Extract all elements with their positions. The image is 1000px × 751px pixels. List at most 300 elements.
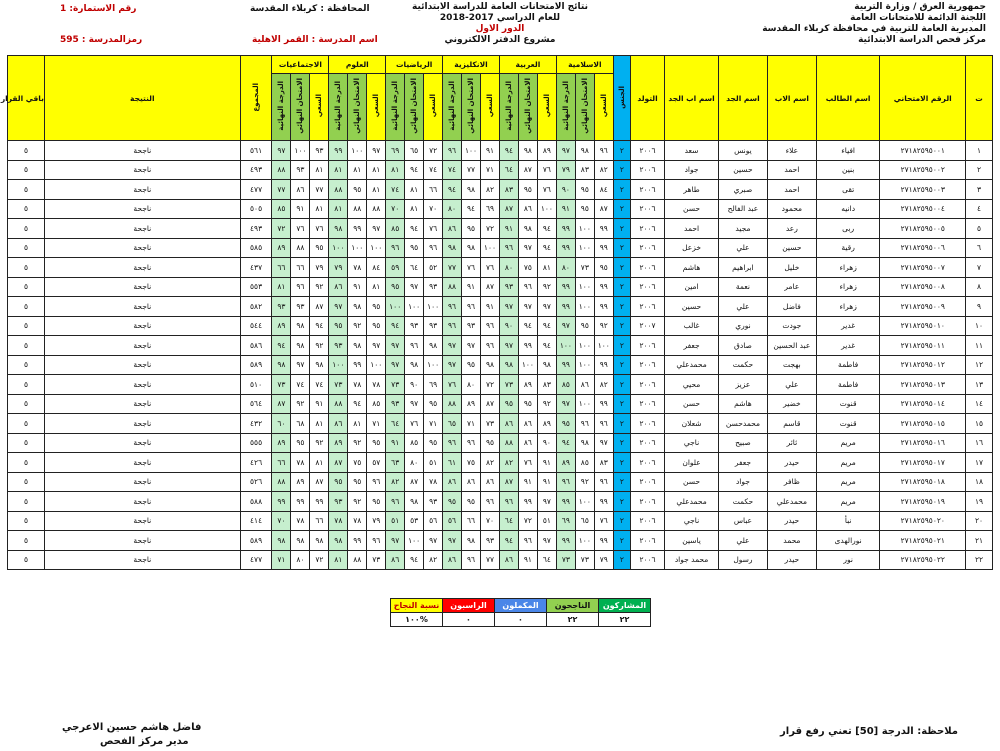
row-subject-mark: ٩٩ [348, 219, 367, 239]
row-subject-mark: ٩٧ [329, 297, 348, 317]
row-exam-number: ٢٧١٨٢٥٩٥٠١٧ [880, 453, 966, 473]
row-subject-mark: ٦٤ [499, 511, 518, 531]
row-subject-mark: ٩٦ [594, 141, 613, 161]
col-header-grandfather-name-label: اسم الجد [726, 93, 760, 103]
row-subject-mark: ٦٦ [462, 511, 481, 531]
row-subject-mark: ٨٥ [367, 394, 386, 414]
row-subject-mark: ٩٦ [462, 297, 481, 317]
row-subject-mark: ٩٠ [556, 180, 575, 200]
subject-subheader [367, 74, 386, 141]
row-father-name: عامر [767, 277, 816, 297]
row-subject-mark: ٧٢ [424, 141, 443, 161]
row-subject-mark: ٨٦ [443, 550, 462, 570]
row-total: ٥٦١ [240, 141, 272, 161]
row-subject-mark: ٨١ [329, 160, 348, 180]
row-subject-mark: ٧١ [424, 414, 443, 434]
row-subject-mark: ٥٣ [405, 511, 424, 531]
row-subject-mark: ٧٠ [424, 199, 443, 219]
row-grandfather-name: عزيز [718, 375, 767, 395]
row-subject-mark: ٦٤ [499, 160, 518, 180]
row-subject-mark: ٩٧ [556, 316, 575, 336]
row-seq: ٧ [966, 258, 993, 278]
row-subject-mark: ٧٦ [481, 258, 500, 278]
row-total: ٥٨٨ [240, 492, 272, 512]
row-subject-mark: ٨٢ [594, 375, 613, 395]
row-subject-mark: ٧٢ [481, 375, 500, 395]
ministry-header [762, 2, 986, 46]
table-row [8, 375, 993, 395]
row-subject-mark: ٩٨ [462, 531, 481, 551]
row-subject-mark: ٧٨ [348, 511, 367, 531]
row-total: ٥٢٦ [240, 472, 272, 492]
row-subject-mark: ٩٧ [424, 531, 443, 551]
row-remaining: ٥ [8, 433, 45, 453]
row-subject-mark: ٩٧ [537, 297, 556, 317]
row-subject-mark: ٩٧ [386, 336, 405, 356]
row-subject-mark: ٩٦ [518, 277, 537, 297]
row-subject-mark: ٩٧ [462, 336, 481, 356]
row-subject-mark: ٩٤ [537, 238, 556, 258]
row-subject-mark: ٩٤ [405, 219, 424, 239]
row-subject-mark: ٧٦ [424, 219, 443, 239]
row-subject-mark: ٨٧ [499, 199, 518, 219]
row-subject-mark: ٩٥ [518, 394, 537, 414]
col-header-total [240, 56, 272, 141]
row-subject-mark: ٩٩ [556, 219, 575, 239]
row-subject-mark: ٩٢ [537, 394, 556, 414]
header-line-3: المديرية العامة للتربية في محافظة كربلاء المقدسة [762, 24, 986, 34]
row-great-grandfather-name: جواد [665, 160, 719, 180]
row-subject-mark: ٨١ [329, 550, 348, 570]
row-exam-number: ٢٧١٨٢٥٩٥٠٠٤ [880, 199, 966, 219]
subject-subheader-label: الدرجة النهائية [504, 81, 513, 131]
row-subject-mark: ٨٨ [329, 394, 348, 414]
row-subject-mark: ١٠٠ [575, 238, 594, 258]
row-subject-mark: ٧٠ [272, 511, 291, 531]
row-subject-mark: ٩٩ [556, 238, 575, 258]
row-subject-mark: ٩٨ [499, 355, 518, 375]
row-subject-mark: ٩٩ [594, 238, 613, 258]
summary-header-failed: الراسبون [443, 599, 495, 613]
row-subject-mark: ٩٣ [424, 316, 443, 336]
row-subject-mark: ٨٦ [443, 219, 462, 239]
row-subject-mark: ٨٩ [537, 414, 556, 434]
table-row [8, 199, 993, 219]
row-father-name: حسين [767, 238, 816, 258]
row-total: ٥٨٥ [240, 238, 272, 258]
subject-header: الاجتماعيات [272, 56, 329, 74]
subject-header: الانكليزية [443, 56, 500, 74]
row-subject-mark: ٩٥ [405, 238, 424, 258]
row-student-name: فاطمة [816, 375, 880, 395]
row-subject-mark: ٩٦ [291, 277, 310, 297]
row-subject-mark: ٩٥ [575, 199, 594, 219]
row-seq: ٩ [966, 297, 993, 317]
table-row [8, 492, 993, 512]
row-subject-mark: ٩١ [537, 472, 556, 492]
row-subject-mark: ٩٩ [594, 531, 613, 551]
row-great-grandfather-name: جعفر [665, 336, 719, 356]
row-seq: ٨ [966, 277, 993, 297]
row-subject-mark: ٨٩ [272, 433, 291, 453]
row-result: ناجحة [44, 433, 240, 453]
row-result: ناجحة [44, 492, 240, 512]
row-gender: ٢ [613, 472, 630, 492]
row-subject-mark: ٨٦ [499, 414, 518, 434]
row-exam-number: ٢٧١٨٢٥٩٥٠٠٧ [880, 258, 966, 278]
row-subject-mark: ٩٤ [499, 141, 518, 161]
row-subject-mark: ٧٦ [537, 180, 556, 200]
row-subject-mark: ٩٨ [575, 141, 594, 161]
row-subject-mark: ٩٦ [575, 414, 594, 434]
row-subject-mark: ٩٨ [481, 355, 500, 375]
row-result: ناجحة [44, 472, 240, 492]
row-subject-mark: ٧٣ [556, 550, 575, 570]
row-student-name: فاطمة [816, 355, 880, 375]
row-subject-mark: ٨٧ [499, 472, 518, 492]
row-subject-mark: ٩١ [499, 219, 518, 239]
row-subject-mark: ٧٨ [329, 511, 348, 531]
row-subject-mark: ٧٤ [291, 375, 310, 395]
signer-title: مدير مركز الفحص [100, 736, 189, 747]
summary-value-participants: ٢٢ [599, 613, 651, 627]
row-result: ناجحة [44, 238, 240, 258]
summary-value-pass-rate: %١٠٠ [391, 613, 443, 627]
row-subject-mark: ٦٤ [386, 414, 405, 434]
row-total: ٥٨٩ [240, 355, 272, 375]
row-subject-mark: ٩٧ [367, 141, 386, 161]
row-subject-mark: ٩٦ [594, 414, 613, 434]
table-row [8, 453, 993, 473]
row-grandfather-name: جواد [718, 472, 767, 492]
row-result: ناجحة [44, 414, 240, 434]
row-result: ناجحة [44, 277, 240, 297]
row-grandfather-name: حكمت [718, 492, 767, 512]
subject-subheader-label: السعي [315, 94, 324, 118]
table-row [8, 316, 993, 336]
row-subject-mark: ٩٥ [424, 394, 443, 414]
row-subject-mark: ٩٨ [462, 180, 481, 200]
row-subject-mark: ٩٩ [594, 219, 613, 239]
row-subject-mark: ٦٣ [386, 453, 405, 473]
row-remaining: ٥ [8, 472, 45, 492]
summary-value-supplementary: ٠ [495, 613, 547, 627]
row-exam-number: ٢٧١٨٢٥٩٥٠١٦ [880, 433, 966, 453]
row-subject-mark: ٩٩ [556, 492, 575, 512]
signer-name: فاضل هاشم حسين الاعرجي [62, 722, 202, 733]
col-header-great-grandfather-name [665, 56, 719, 141]
row-seq: ١ [966, 141, 993, 161]
row-subject-mark: ٦٩ [481, 199, 500, 219]
row-subject-mark: ٦٥ [443, 414, 462, 434]
row-great-grandfather-name: محيي [665, 375, 719, 395]
row-subject-mark: ٩٦ [462, 550, 481, 570]
table-row [8, 238, 993, 258]
row-subject-mark: ٩٩ [594, 355, 613, 375]
row-subject-mark: ٩٦ [462, 433, 481, 453]
row-subject-mark: ٩٦ [443, 297, 462, 317]
row-student-name: غدير [816, 336, 880, 356]
row-subject-mark: ٩٢ [575, 472, 594, 492]
row-subject-mark: ٥٦ [424, 511, 443, 531]
row-grandfather-name: صبري [718, 180, 767, 200]
note: ملاحظة: الدرجة [50] تعني رفع قرار [780, 726, 958, 737]
row-subject-mark: ٨٥ [556, 375, 575, 395]
row-grandfather-name: جعفر [718, 453, 767, 473]
row-result: ناجحة [44, 219, 240, 239]
row-subject-mark: ٨٨ [272, 472, 291, 492]
row-subject-mark: ٨٧ [310, 472, 329, 492]
row-exam-number: ٢٧١٨٢٥٩٥٠١٩ [880, 492, 966, 512]
row-birth-year: ٢٠٠٦ [630, 433, 664, 453]
header-line-4: مركز فحص الدراسة الابتدائية [858, 35, 986, 45]
row-gender: ٢ [613, 141, 630, 161]
row-subject-mark: ٩٨ [310, 355, 329, 375]
row-seq: ٢١ [966, 531, 993, 551]
subject-subheader [499, 74, 518, 141]
subject-subheader-label: السعي [372, 94, 381, 118]
row-total: ٤٢٦ [240, 453, 272, 473]
col-header-seq-label: ت [975, 93, 983, 103]
row-subject-mark: ٧٨ [291, 453, 310, 473]
row-subject-mark: ٩٧ [405, 394, 424, 414]
row-total: ٤١٤ [240, 511, 272, 531]
row-birth-year: ٢٠٠٦ [630, 472, 664, 492]
subject-subheader [443, 74, 462, 141]
row-result: ناجحة [44, 141, 240, 161]
row-subject-mark: ٨١ [367, 180, 386, 200]
row-subject-mark: ٧٨ [291, 511, 310, 531]
row-subject-mark: ٩٢ [291, 394, 310, 414]
col-header-gender-label: الجنس [617, 85, 626, 109]
row-result: ناجحة [44, 375, 240, 395]
row-subject-mark: ٩٩ [594, 492, 613, 512]
row-subject-mark: ٨٥ [405, 433, 424, 453]
table-row [8, 394, 993, 414]
row-subject-mark: ٨١ [310, 453, 329, 473]
subject-subheader [329, 74, 348, 141]
row-subject-mark: ٦٤ [405, 258, 424, 278]
row-subject-mark: ١٠٠ [575, 277, 594, 297]
row-total: ٤٩٣ [240, 219, 272, 239]
row-subject-mark: ٩٧ [499, 297, 518, 317]
row-student-name: افياء [816, 141, 880, 161]
row-seq: ١٢ [966, 355, 993, 375]
row-subject-mark: ٨١ [348, 414, 367, 434]
row-total: ٥٤٤ [240, 316, 272, 336]
row-subject-mark: ٧٤ [443, 160, 462, 180]
subject-subheader [348, 74, 367, 141]
row-subject-mark: ٩٨ [329, 219, 348, 239]
subject-subheader-label: الامتحان النهائي [353, 78, 362, 134]
row-exam-number: ٢٧١٨٢٥٩٥٠١١ [880, 336, 966, 356]
row-great-grandfather-name: حسن [665, 472, 719, 492]
row-great-grandfather-name: محمد جواد [665, 550, 719, 570]
row-subject-mark: ٩٤ [405, 160, 424, 180]
row-subject-mark: ٩٦ [386, 492, 405, 512]
row-subject-mark: ٩٨ [575, 433, 594, 453]
row-subject-mark: ٩٩ [310, 492, 329, 512]
exam-title: نتائج الامتحانات العامة للدراسة الابتدائية [412, 2, 588, 12]
row-grandfather-name: رسول [718, 550, 767, 570]
row-subject-mark: ١٠٠ [462, 141, 481, 161]
row-exam-number: ٢٧١٨٢٥٩٥٠٠٨ [880, 277, 966, 297]
row-subject-mark: ٧٧ [481, 550, 500, 570]
row-total: ٤٧٧ [240, 550, 272, 570]
row-seq: ١٦ [966, 433, 993, 453]
row-subject-mark: ٧٣ [575, 258, 594, 278]
row-subject-mark: ٧١ [272, 550, 291, 570]
school-code: رمزالمدرسة : 595 [60, 35, 143, 45]
row-subject-mark: ٨٧ [481, 277, 500, 297]
row-subject-mark: ٩٩ [556, 531, 575, 551]
row-great-grandfather-name: ناجي [665, 511, 719, 531]
row-subject-mark: ٩٥ [367, 433, 386, 453]
row-grandfather-name: نعمة [718, 277, 767, 297]
row-subject-mark: ٨٩ [518, 375, 537, 395]
row-subject-mark: ٧٣ [386, 375, 405, 395]
row-subject-mark: ٨٠ [405, 453, 424, 473]
row-subject-mark: ٨٦ [518, 433, 537, 453]
row-subject-mark: ٧٥ [518, 258, 537, 278]
subject-subheader-label: الامتحان النهائي [580, 78, 589, 134]
row-subject-mark: ٨٨ [443, 394, 462, 414]
col-header-total-label: المجموع [252, 82, 261, 112]
row-subject-mark: ٩٥ [575, 316, 594, 336]
row-father-name: ظافر [767, 472, 816, 492]
row-subject-mark: ٩٧ [556, 394, 575, 414]
row-subject-mark: ٩٤ [462, 199, 481, 219]
row-subject-mark: ٩٤ [443, 180, 462, 200]
row-subject-mark: ٨٣ [499, 180, 518, 200]
row-subject-mark: ٨٥ [575, 453, 594, 473]
row-subject-mark: ٨٩ [462, 394, 481, 414]
row-subject-mark: ٨٠ [443, 199, 462, 219]
row-subject-mark: ٩٣ [386, 394, 405, 414]
subject-subheader-label: الامتحان النهائي [410, 78, 419, 134]
table-row [8, 433, 993, 453]
row-subject-mark: ٥١ [424, 453, 443, 473]
subject-subheader-label: السعي [429, 94, 438, 118]
subject-subheader-label: الامتحان النهائي [467, 78, 476, 134]
row-subject-mark: ٩١ [518, 472, 537, 492]
summary-header-participants: المشاركون [599, 599, 651, 613]
row-subject-mark: ٨٨ [348, 199, 367, 219]
row-result: ناجحة [44, 180, 240, 200]
row-gender: ٢ [613, 238, 630, 258]
row-grandfather-name: حسين [718, 160, 767, 180]
row-gender: ٢ [613, 199, 630, 219]
row-subject-mark: ٧٣ [329, 375, 348, 395]
row-subject-mark: ٩٨ [329, 531, 348, 551]
row-subject-mark: ٦٩ [556, 511, 575, 531]
col-header-exam-number [880, 56, 966, 141]
row-subject-mark: ٩٣ [462, 316, 481, 336]
row-subject-mark: ٩٣ [499, 277, 518, 297]
row-subject-mark: ٨٠ [556, 258, 575, 278]
row-exam-number: ٢٧١٨٢٥٩٥٠٢٢ [880, 550, 966, 570]
row-student-name: تقى [816, 180, 880, 200]
subject-subheader [386, 74, 405, 141]
row-subject-mark: ٩٥ [291, 433, 310, 453]
row-subject-mark: ٧٣ [481, 414, 500, 434]
row-father-name: حيدر [767, 511, 816, 531]
row-subject-mark: ٨٣ [575, 160, 594, 180]
row-student-name: زهراء [816, 277, 880, 297]
summary-header-pass-rate: نسبة النجاح [391, 599, 443, 613]
row-total: ٤٧٧ [240, 180, 272, 200]
table-row [8, 355, 993, 375]
row-exam-number: ٢٧١٨٢٥٩٥٠٢١ [880, 531, 966, 551]
row-subject-mark: ٩٨ [405, 492, 424, 512]
row-father-name: احمد [767, 180, 816, 200]
row-subject-mark: ٩٧ [367, 219, 386, 239]
row-exam-number: ٢٧١٨٢٥٩٥٠١٠ [880, 316, 966, 336]
row-gender: ٢ [613, 355, 630, 375]
row-grandfather-name: عباس [718, 511, 767, 531]
table-row [8, 258, 993, 278]
table-row [8, 277, 993, 297]
row-subject-mark: ٩٧ [518, 297, 537, 317]
row-subject-mark: ٨٦ [575, 375, 594, 395]
row-result: ناجحة [44, 316, 240, 336]
row-subject-mark: ٩٩ [594, 394, 613, 414]
subject-subheader-label: الدرجة النهائية [277, 81, 286, 131]
row-subject-mark: ٦٤ [537, 550, 556, 570]
row-subject-mark: ٨٨ [499, 433, 518, 453]
results-table [0, 55, 993, 570]
row-subject-mark: ٩٩ [348, 531, 367, 551]
row-father-name: فاضل [767, 297, 816, 317]
row-subject-mark: ٨٣ [537, 375, 556, 395]
row-subject-mark: ٨١ [310, 414, 329, 434]
row-seq: ١٥ [966, 414, 993, 434]
table-row [8, 180, 993, 200]
row-subject-mark: ٩٤ [348, 394, 367, 414]
row-subject-mark: ٩٥ [367, 297, 386, 317]
row-grandfather-name: هاشم [718, 394, 767, 414]
row-subject-mark: ٩٦ [386, 238, 405, 258]
row-grandfather-name: عبد الفالح [718, 199, 767, 219]
row-subject-mark: ٩٤ [537, 336, 556, 356]
row-father-name: خليل [767, 258, 816, 278]
row-birth-year: ٢٠٠٦ [630, 355, 664, 375]
row-subject-mark: ٧٨ [424, 472, 443, 492]
row-gender: ٢ [613, 180, 630, 200]
row-subject-mark: ٨٦ [386, 550, 405, 570]
row-result: ناجحة [44, 258, 240, 278]
row-birth-year: ٢٠٠٦ [630, 180, 664, 200]
row-subject-mark: ٧٢ [272, 219, 291, 239]
row-subject-mark: ٧٤ [424, 160, 443, 180]
subject-subheader-label: السعي [542, 94, 551, 118]
row-birth-year: ٢٠٠٦ [630, 219, 664, 239]
row-subject-mark: ٩٧ [272, 141, 291, 161]
row-subject-mark: ٩٢ [594, 316, 613, 336]
subject-subheader [537, 74, 556, 141]
row-subject-mark: ٩٩ [594, 297, 613, 317]
row-subject-mark: ٩٨ [291, 316, 310, 336]
row-exam-number: ٢٧١٨٢٥٩٥٠١٨ [880, 472, 966, 492]
row-subject-mark: ٩٦ [443, 316, 462, 336]
row-subject-mark: ٩٥ [329, 472, 348, 492]
row-subject-mark: ٩٩ [272, 492, 291, 512]
row-great-grandfather-name: هاشم [665, 258, 719, 278]
col-header-student-name-label: اسم الطالب [825, 93, 871, 103]
row-total: ٤٣٧ [240, 258, 272, 278]
row-subject-mark: ٩٧ [386, 355, 405, 375]
row-subject-mark: ٩١ [348, 277, 367, 297]
